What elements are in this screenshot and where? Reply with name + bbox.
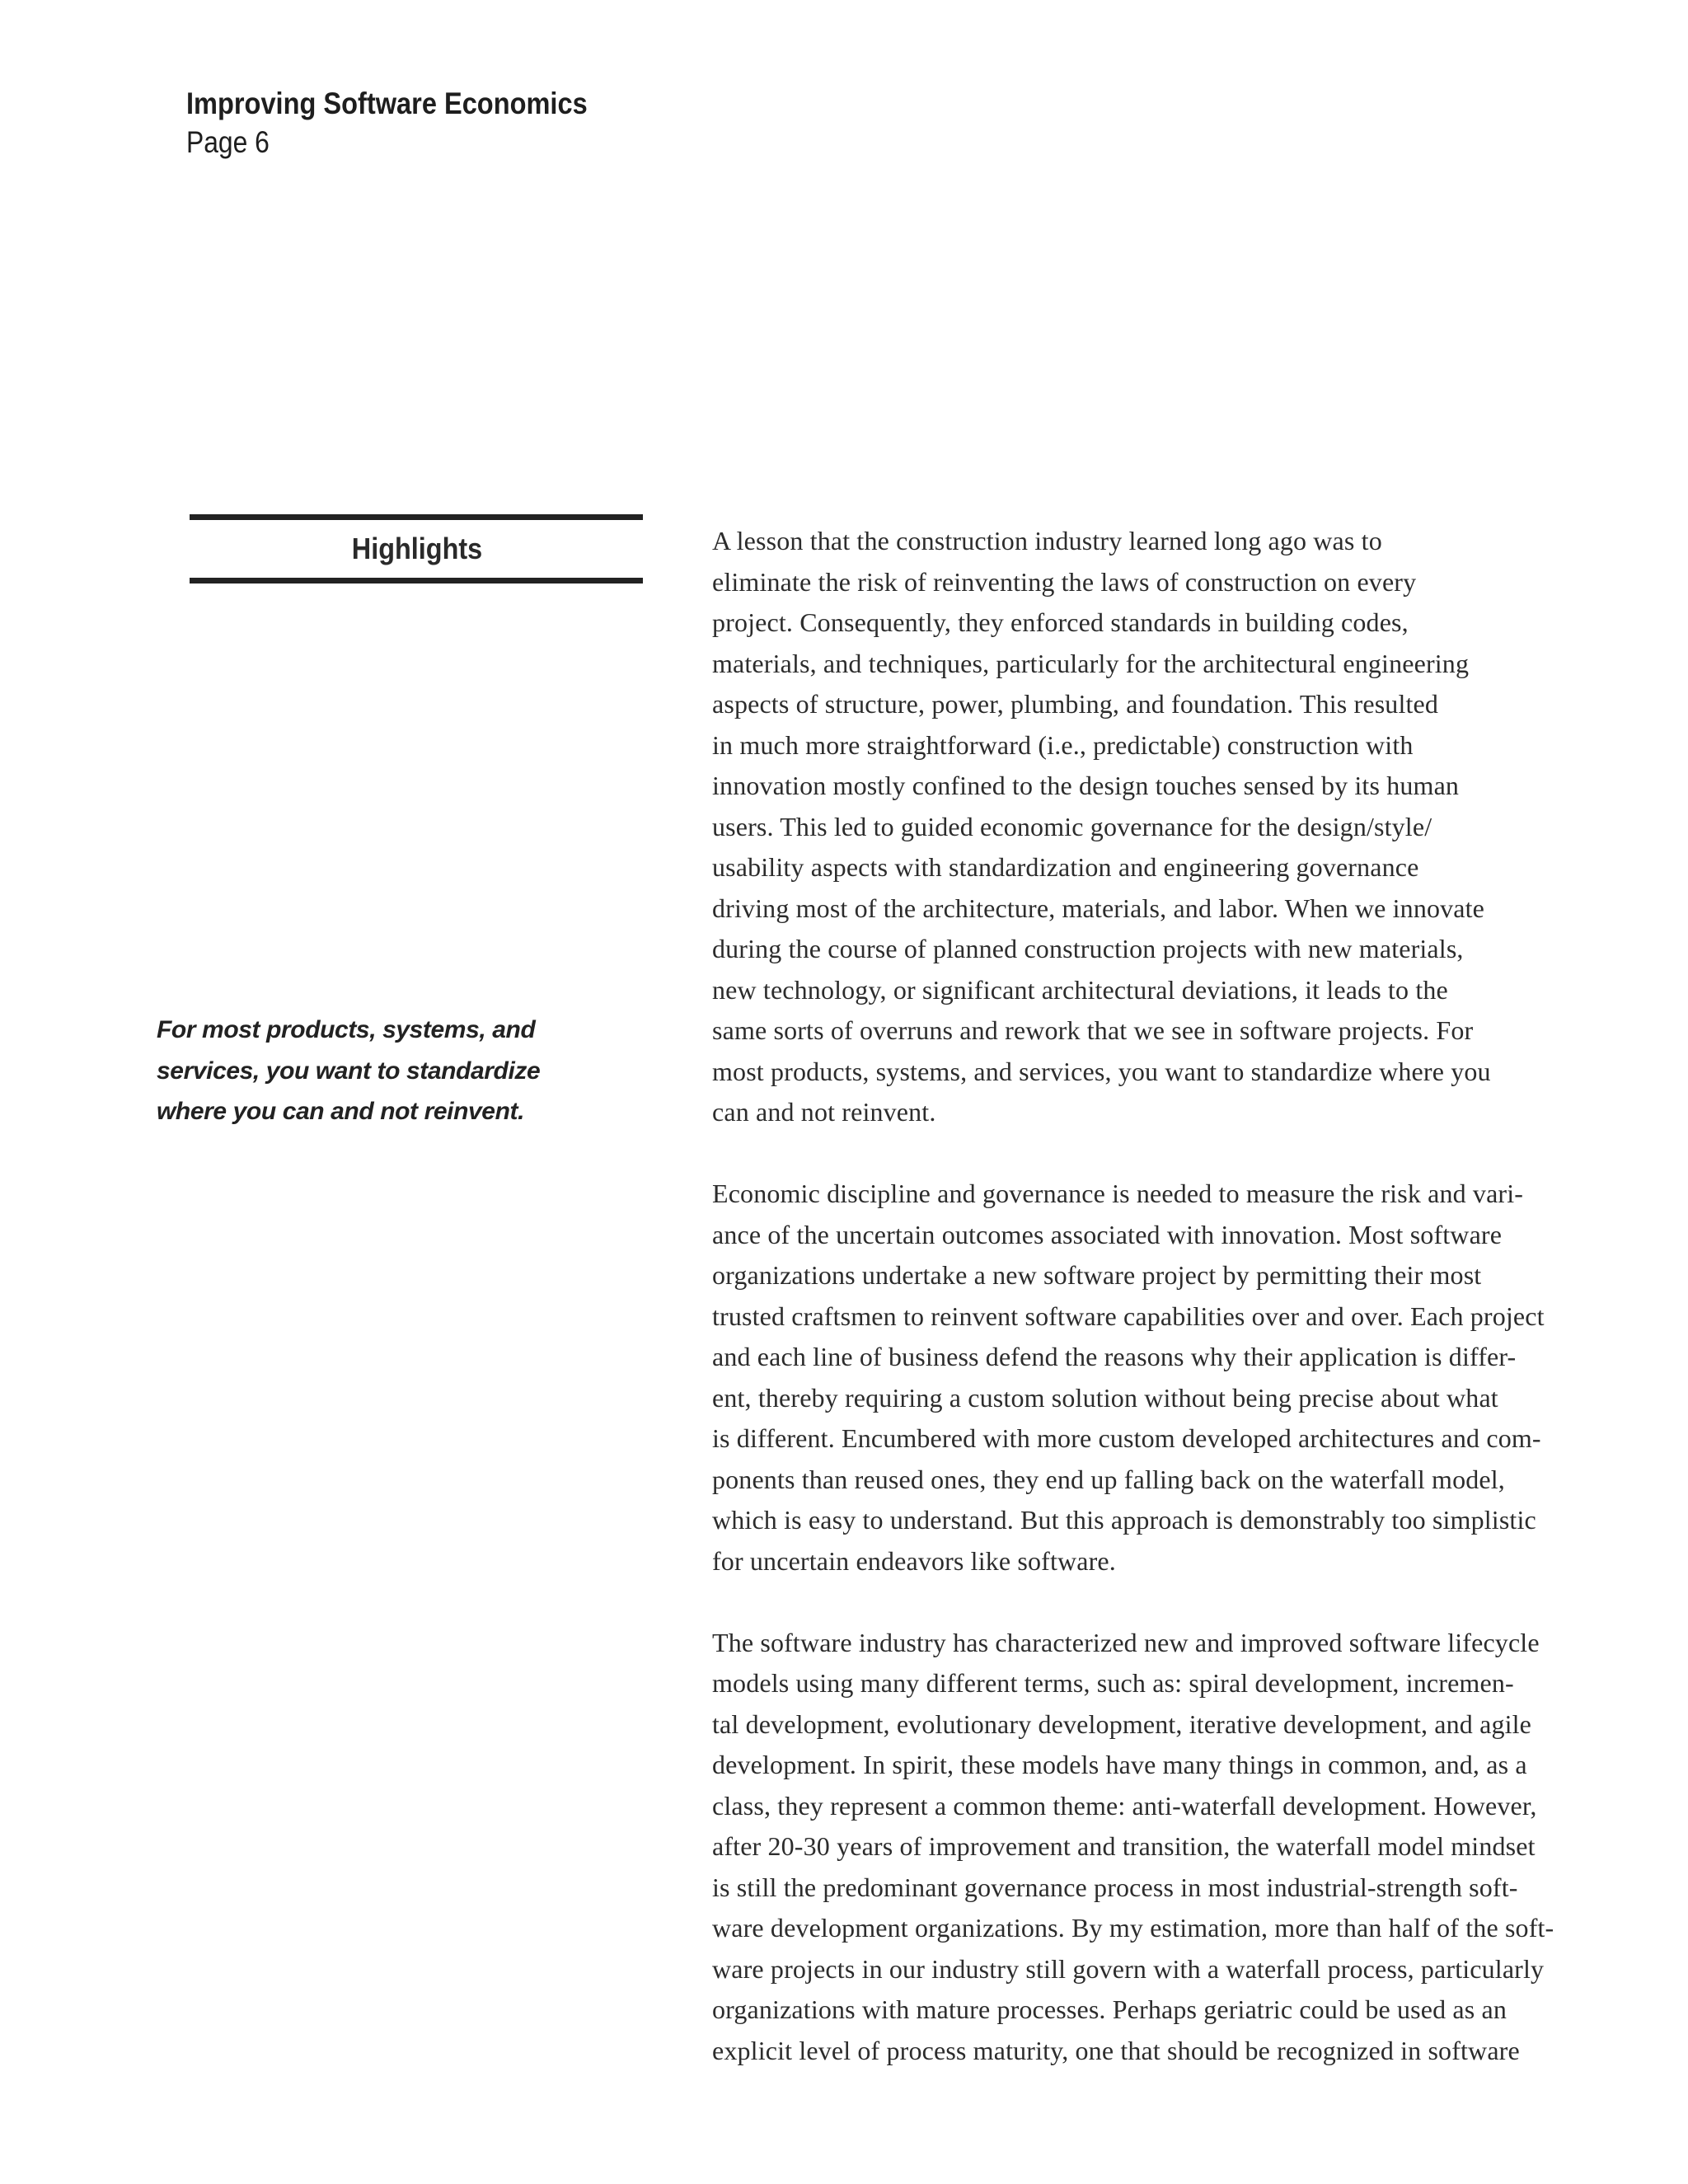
page-header	[186, 84, 642, 162]
paragraph-lifecycle-models	[712, 1623, 1561, 2072]
text-line: A lesson that the construction industry learned long ago was to	[712, 526, 1382, 555]
text-line: can and not reinvent.	[712, 1097, 936, 1127]
text-line: which is easy to understand. But this approach is demonstrably too simplistic	[712, 1505, 1536, 1535]
text-line: innovation mostly confined to the design touches sensed by its human	[712, 771, 1460, 800]
pull-quote-line: For most products, systems, and	[157, 1016, 536, 1043]
text-line: new technology, or significant architectural deviations, it leads to the	[712, 974, 1448, 1005]
text-line: class, they represent a common theme: anti-waterfall development. However,	[712, 1790, 1537, 1821]
text-line: ponents than reused ones, they end up falling back on the waterfall model,	[712, 1464, 1505, 1494]
text-line: ware projects in our industry still govern with a waterfall process, particularly	[712, 1953, 1545, 1984]
text-line: ent, thereby requiring a custom solution without being precise about what	[712, 1382, 1498, 1413]
paragraph-construction-lesson	[712, 521, 1561, 1133]
highlights-heading: Highlights	[351, 532, 482, 565]
text-line: and each line of business defend the reasons why their application is differ-	[712, 1342, 1517, 1371]
text-line: during the course of planned construction projects with new materials,	[712, 934, 1464, 963]
text-line: aspects of structure, power, plumbing, and foundation. This resulted	[712, 689, 1439, 719]
text-line: after 20-30 years of improvement and transition, the waterfall model mindset	[712, 1831, 1536, 1861]
text-line: most products, systems, and services, you want to standardize where you	[712, 1056, 1491, 1086]
text-line: is different. Encumbered with more custom developed architectures and com-	[712, 1423, 1541, 1453]
text-line: users. This led to guided economic governance for the design/style/	[712, 811, 1432, 841]
page-number: Page 6	[186, 125, 270, 159]
text-line: models using many different terms, such as: spiral development, incremen-	[712, 1668, 1514, 1698]
text-line: project. Consequently, they enforced standards in building codes,	[712, 607, 1409, 637]
text-line: in much more straightforward (i.e., predictable) construction with	[712, 729, 1414, 760]
text-line: organizations with mature processes. Perhaps geriatric could be used as an	[712, 1994, 1507, 2024]
text-line: ance of the uncertain outcomes associated with innovation. Most software	[712, 1219, 1503, 1249]
text-line: materials, and techniques, particularly for the architectural engineering	[712, 648, 1470, 678]
text-line: Economic discipline and governance is needed to measure the risk and vari-	[712, 1179, 1524, 1208]
text-line: ware development organizations. By my estimation, more than half of the soft-	[712, 1913, 1554, 1943]
text-line: driving most of the architecture, materials, and labor. When we innovate	[712, 893, 1485, 923]
pull-quote-line: where you can and not reinvent.	[157, 1098, 525, 1125]
text-line: for uncertain endeavors like software.	[712, 1545, 1116, 1576]
text-line: explicit level of process maturity, one that should be recognized in software	[712, 2035, 1520, 2065]
text-line: trusted craftsmen to reinvent software capabilities over and over. Each project	[712, 1301, 1545, 1331]
pull-quote	[157, 1010, 585, 1132]
text-line: development. In spirit, these models have many things in common, and, as a	[712, 1750, 1527, 1779]
text-line: usability aspects with standardization and engineering governance	[712, 852, 1419, 882]
pull-quote-line: services, you want to standardize	[157, 1057, 541, 1085]
text-line: same sorts of overruns and rework that we see in software projects. For	[712, 1015, 1474, 1045]
text-line: eliminate the risk of reinventing the laws of construction on every	[712, 566, 1417, 597]
text-line: is still the predominant governance process in most industrial-strength soft-	[712, 1872, 1518, 1902]
text-line: The software industry has characterized new and improved software lifecycle	[712, 1627, 1540, 1657]
text-line: tal development, evolutionary development, iterative development, and agile	[712, 1708, 1532, 1739]
document-title: Improving Software Economics	[186, 87, 588, 120]
paragraph-economic-discipline	[712, 1174, 1561, 1582]
highlights-heading-box	[190, 514, 643, 583]
body-text	[712, 521, 1561, 2112]
text-line: organizations undertake a new software project by permitting their most	[712, 1260, 1482, 1290]
